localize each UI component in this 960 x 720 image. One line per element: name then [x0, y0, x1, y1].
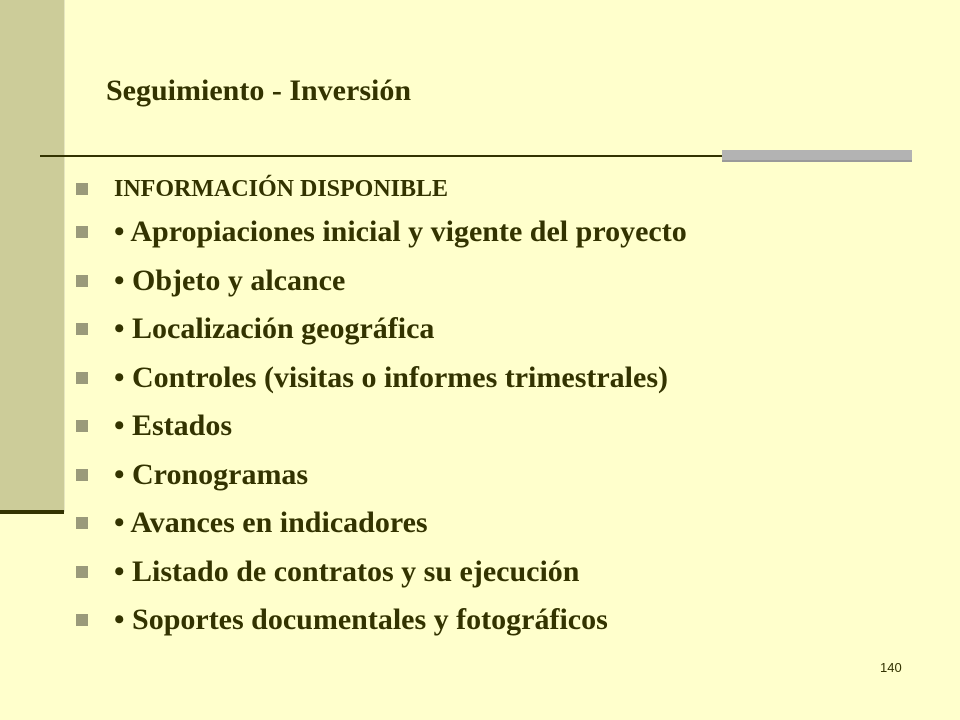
bullet-text: • Soportes documentales y fotográficos: [114, 603, 608, 637]
bullet-item: [76, 257, 687, 306]
bullet-text: • Avances en indicadores: [114, 506, 428, 540]
bullet-item: [76, 499, 687, 548]
square-bullet-icon: [76, 614, 88, 626]
square-bullet-icon: [76, 275, 88, 287]
bullet-item: [76, 305, 687, 354]
bullet-item: [76, 170, 687, 208]
bullet-item: [76, 402, 687, 451]
bullet-text: • Cronogramas: [114, 457, 309, 491]
square-bullet-icon: [76, 517, 88, 529]
bullet-text: • Controles (visitas o informes trimestrales): [114, 360, 668, 394]
square-bullet-icon: [76, 323, 88, 335]
square-bullet-icon: [76, 566, 88, 578]
slide-title: Seguimiento - Inversión: [106, 74, 412, 107]
bullet-item: [76, 596, 687, 645]
bullet-text: • Apropiaciones inicial y vigente del proyecto: [114, 215, 687, 249]
bullet-text: • Localización geográfica: [114, 312, 435, 346]
square-bullet-icon: [76, 372, 88, 384]
left-decorative-band: [0, 0, 65, 512]
square-bullet-icon: [76, 469, 88, 481]
bullet-item: [76, 208, 687, 257]
square-bullet-icon: [76, 183, 88, 195]
bullet-item: [76, 451, 687, 500]
bullet-text: INFORMACIÓN DISPONIBLE: [114, 175, 449, 202]
title-divider-accent: [722, 150, 912, 162]
bullet-list: [76, 170, 687, 645]
bullet-text: • Objeto y alcance: [114, 263, 346, 297]
bullet-text: • Estados: [114, 409, 233, 443]
page-number: 140: [880, 660, 902, 675]
square-bullet-icon: [76, 420, 88, 432]
bullet-item: [76, 548, 687, 597]
left-band-underline: [0, 510, 64, 514]
bullet-text: • Listado de contratos y su ejecución: [114, 554, 580, 588]
square-bullet-icon: [76, 226, 88, 238]
bullet-item: [76, 354, 687, 403]
